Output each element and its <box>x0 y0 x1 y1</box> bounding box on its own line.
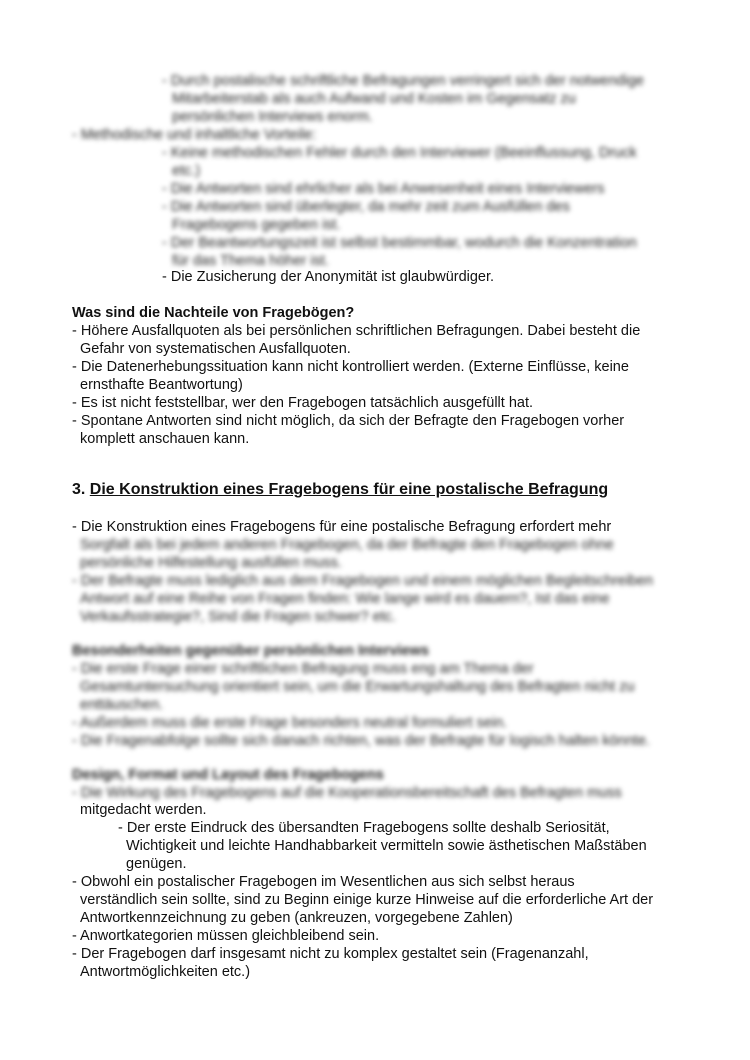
text-line: Mitarbeiterstab als auch Aufwand und Kosten im Gegensatz zu <box>172 91 576 107</box>
text-line: Gesamtuntersuchung orientiert sein, um die Erwartungshaltung des Befragten nicht zu <box>80 679 635 695</box>
text-line: - Außerdem muss die erste Frage besonders neutral formuliert sein. <box>72 715 508 731</box>
list-item: - Spontane Antworten sind nicht möglich, da sich der Befragte den Fragebogen vorher <box>72 413 625 429</box>
text-line: - Die Antworten sind überlegter, da mehr zeit zum Ausfüllen des <box>162 199 570 215</box>
list-item: - Höhere Ausfallquoten als bei persönlichen schriftlichen Befragungen. Dabei besteht die <box>72 323 641 339</box>
text-line: - Die Wirkung des Fragebogens auf die Kooperationsbereitschaft des Befragten muss <box>72 785 622 801</box>
section-heading: Design, Format und Layout des Fragebogens <box>72 767 384 783</box>
text-line: Antwort auf eine Reihe von Fragen finden: Wie lange wird es dauern?, Ist das eine <box>80 591 610 607</box>
section-number: 3. <box>72 481 86 498</box>
list-item-continuation: Gefahr von systematischen Ausfallquoten. <box>80 341 351 357</box>
list-item-continuation: komplett anschauen kann. <box>80 431 250 447</box>
text-line: - Der Befragte muss lediglich aus dem Fragebogen und einem möglichen Begleitschreiben <box>72 573 654 589</box>
section-heading <box>72 481 608 499</box>
text-line: - Durch postalische schriftliche Befragungen verringert sich der notwendige <box>162 73 644 89</box>
text-line: - Die Fragenabfolge sollte sich danach richten, was der Befragte für logisch halten könnte. <box>72 733 650 749</box>
text-line: Verkaufsstrategie?, Sind die Fragen schwer? etc. <box>80 609 396 625</box>
list-item-continuation: mitgedacht werden. <box>80 802 207 818</box>
text-line: - Keine methodischen Fehler durch den Interviewer (Beeinflussung, Druck <box>162 145 637 161</box>
list-item-continuation: genügen. <box>126 856 187 872</box>
text-line: etc.) <box>172 163 201 179</box>
list-item: - Obwohl ein postalischer Fragebogen im Wesentlichen aus sich selbst heraus <box>72 874 575 890</box>
section-title: Die Konstruktion eines Fragebogens für eine postalische Befragung <box>89 481 609 498</box>
text-line: - Der Beantwortungszeit ist selbst bestimmbar, wodurch die Konzentration <box>162 235 637 251</box>
list-item: - Die Zusicherung der Anonymität ist glaubwürdiger. <box>162 269 495 285</box>
text-line: - Die erste Frage einer schriftlichen Befragung muss eng am Thema der <box>72 661 534 677</box>
text-line: Fragebogens gegeben ist. <box>172 217 341 233</box>
section-heading: Besonderheiten gegenüber persönlichen Interviews <box>72 643 429 659</box>
list-item: - Die Datenerhebungssituation kann nicht kontrolliert werden. (Externe Einflüsse, keine <box>72 359 629 375</box>
list-item: - Es ist nicht feststellbar, wer den Fragebogen tatsächlich ausgefüllt hat. <box>72 395 534 411</box>
text-line: persönlichen Interviews enorm. <box>172 109 373 125</box>
text-line: persönliche Hilfestellung ausfüllen muss. <box>80 555 342 571</box>
list-item: - Anwortkategorien müssen gleichbleibend sein. <box>72 928 380 944</box>
list-item: - Der Fragebogen darf insgesamt nicht zu komplex gestaltet sein (Fragenanzahl, <box>72 946 589 962</box>
list-item: - Die Konstruktion eines Fragebogens für eine postalische Befragung erfordert mehr <box>72 519 612 535</box>
text-line: Sorgfalt als bei jedem anderen Fragebogen, da der Befragte den Fragebogen ohne <box>80 537 614 553</box>
text-line: - Methodische und inhaltliche Vorteile: <box>72 127 317 143</box>
list-item-continuation: Antwortkennzeichnung zu geben (ankreuzen, vorgegebene Zahlen) <box>80 910 513 926</box>
list-item-continuation: Antwortmöglichkeiten etc.) <box>80 964 251 980</box>
section-heading: Was sind die Nachteile von Fragebögen? <box>72 305 355 321</box>
text-line: enttäuschen. <box>80 697 164 713</box>
text-line: - Die Antworten sind ehrlicher als bei Anwesenheit eines Interviewers <box>162 181 605 197</box>
list-item-continuation: ernsthafte Beantwortung) <box>80 377 243 393</box>
list-item: - Der erste Eindruck des übersandten Fragebogens sollte deshalb Seriosität, <box>118 820 610 836</box>
text-line: für das Thema höher ist. <box>172 253 329 269</box>
list-item-continuation: Wichtigkeit und leichte Handhabbarkeit vermitteln sowie ästhetischen Maßstäben <box>126 838 647 854</box>
list-item-continuation: verständlich sein sollte, sind zu Beginn einige kurze Hinweise auf die erforderliche Art der <box>80 892 654 908</box>
